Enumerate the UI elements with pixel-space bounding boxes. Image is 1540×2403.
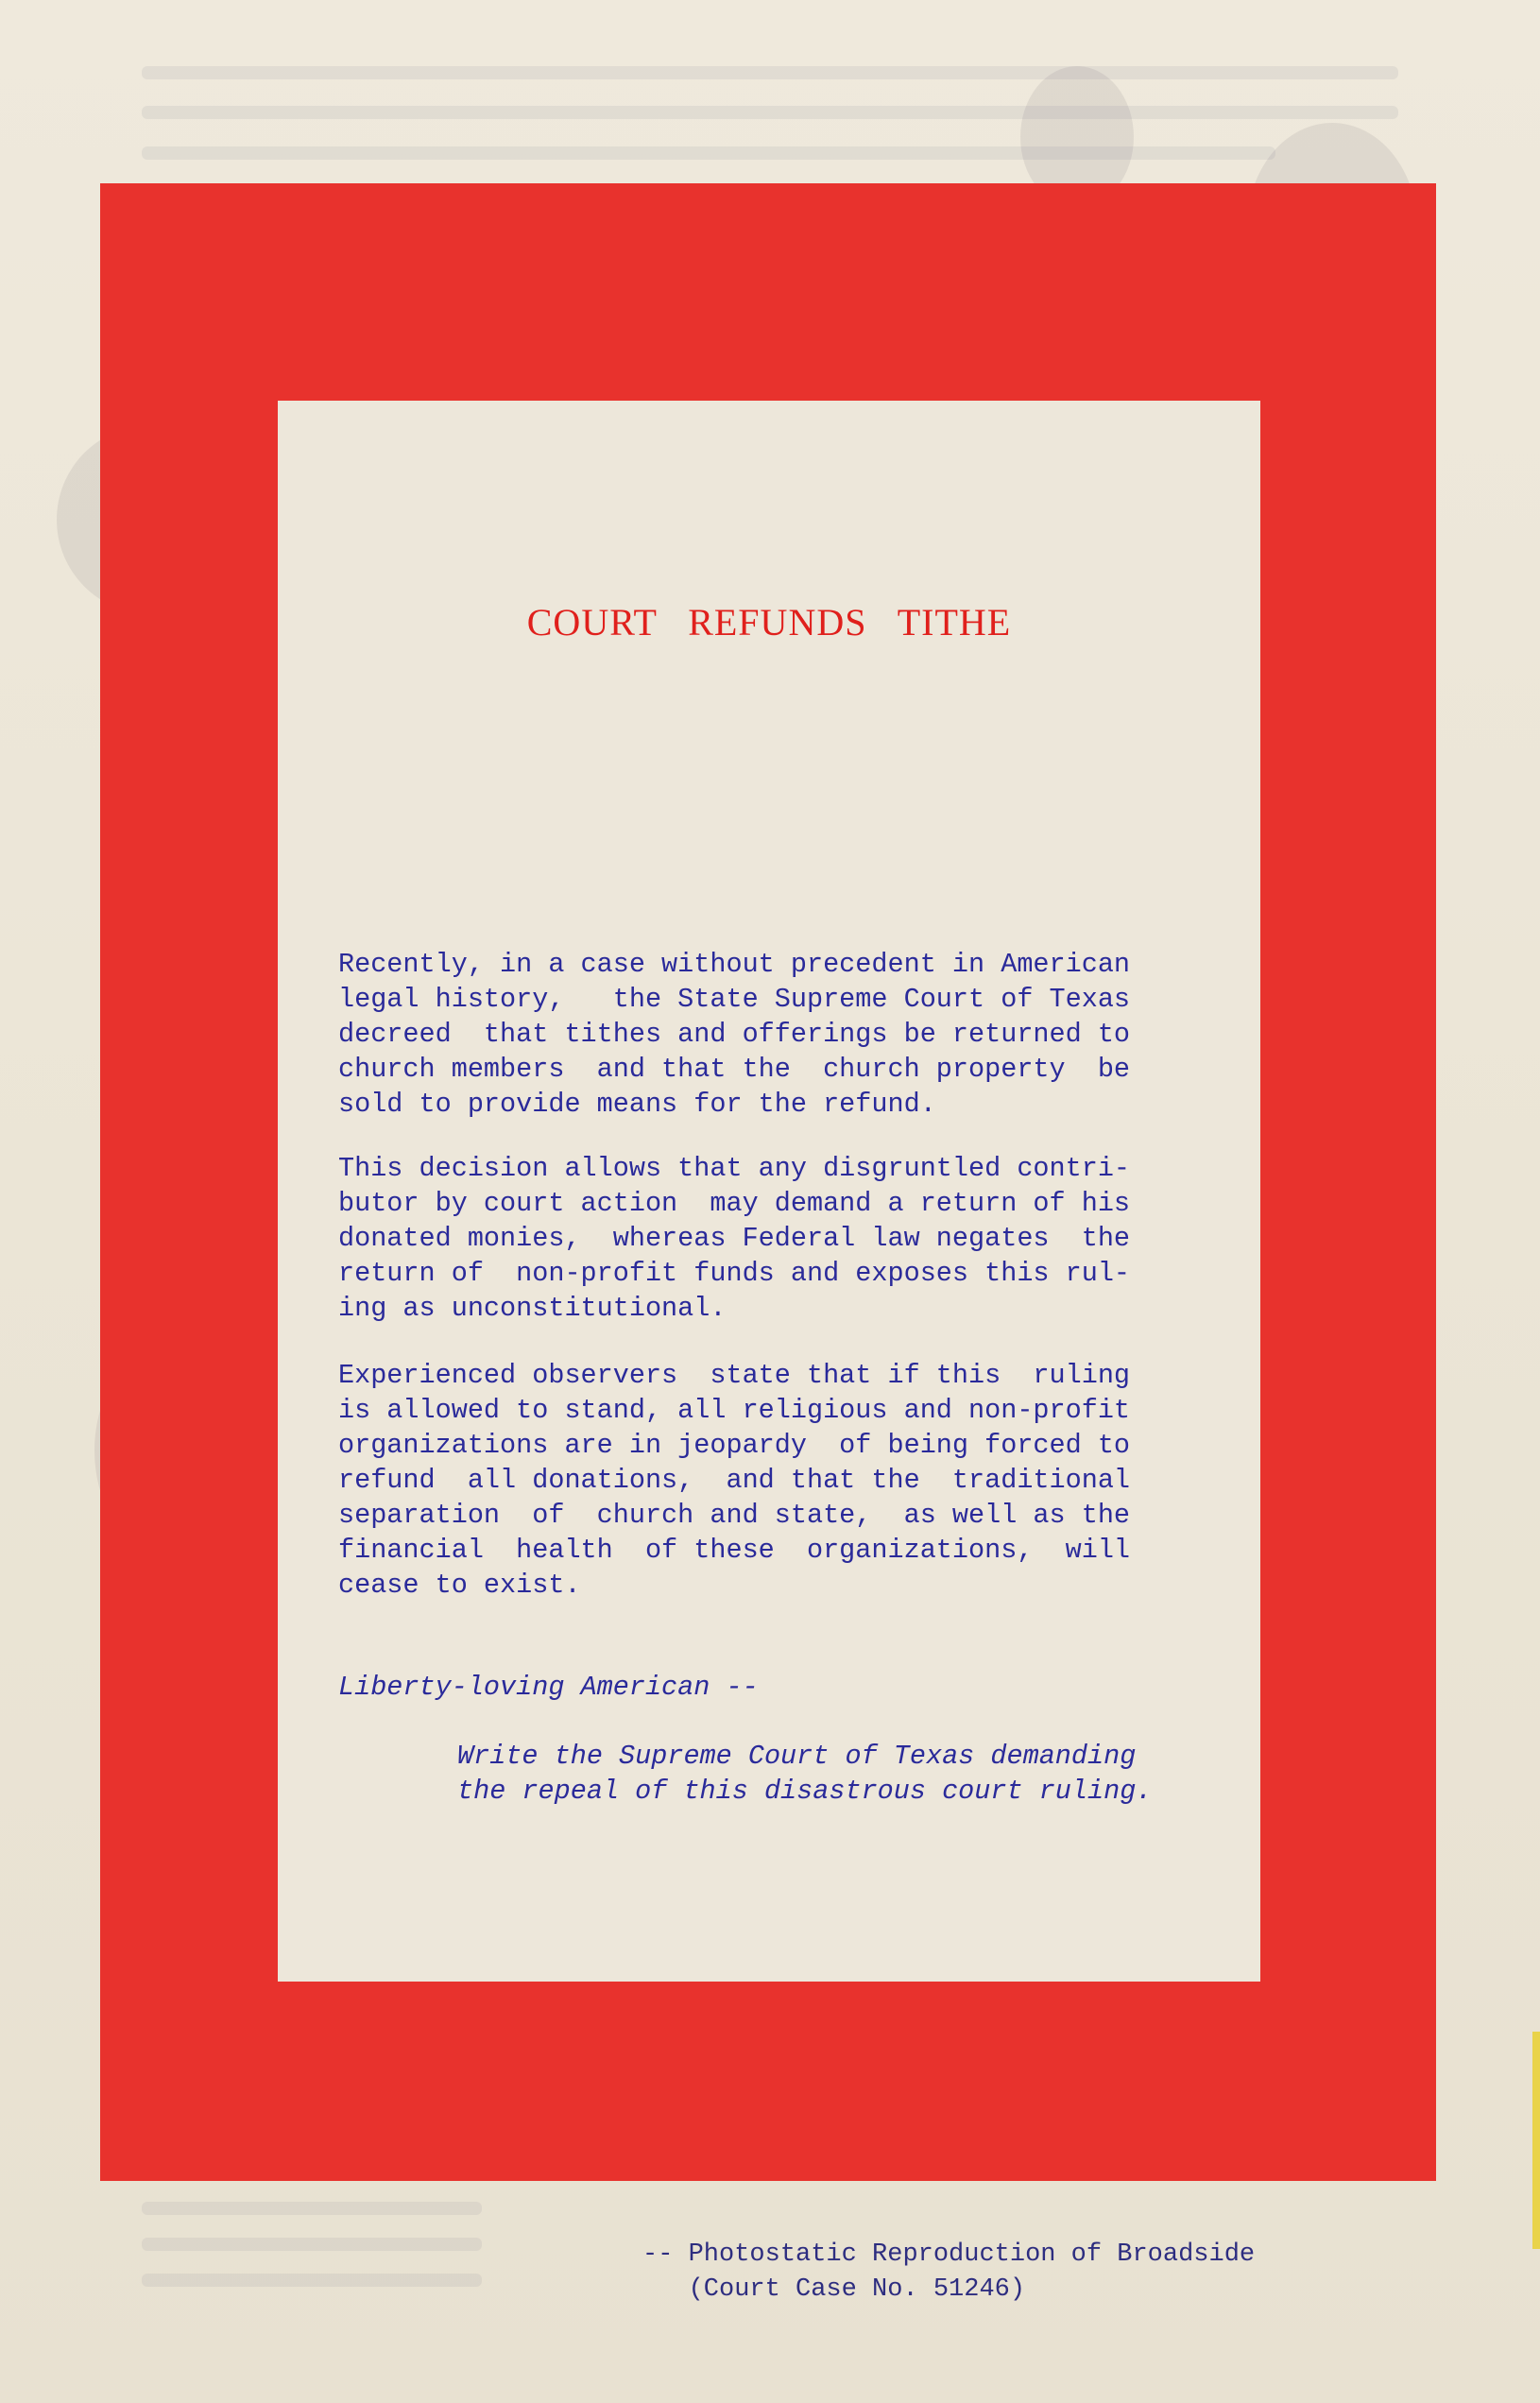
show-through-line bbox=[142, 106, 1398, 119]
call-to-action: Write the Supreme Court of Texas demanding the repeal of this disastrous court ruling. bbox=[457, 1741, 1153, 1807]
headline: COURT REFUNDS TITHE bbox=[526, 601, 1012, 644]
paragraph-decision: This decision allows that any disgruntled contri- butor by court action may demand a return of his donated monies, whereas Federal law negates the return of non-profit funds and exposes this rul- ing as unconstitutional. bbox=[338, 1153, 1131, 1324]
paper-edge-stain bbox=[1532, 2032, 1540, 2249]
salutation: Liberty-loving American -- bbox=[338, 1672, 759, 1703]
paragraph-precedent: Recently, in a case without precedent in American legal history, the State Supreme Court of Texas decreed that tithes and offerings be returned to church members and that the church property be sold to provide means for the refund. bbox=[338, 949, 1131, 1120]
show-through-line bbox=[142, 66, 1398, 79]
show-through-line bbox=[142, 2238, 482, 2251]
show-through-line bbox=[142, 2274, 482, 2287]
reproduction-note: -- Photostatic Reproduction of Broadside (Court Case No. 51246) bbox=[642, 2240, 1256, 2304]
show-through-line bbox=[142, 146, 1275, 160]
show-through-line bbox=[142, 2202, 482, 2215]
paragraph-observers: Experienced observers state that if this ruling is allowed to stand, all religious and non-profit organizations are in jeopardy of being forced to refund all donations, and that the traditional separation of church and state, as well as the financial health of these organizations, will cease to exist. bbox=[338, 1360, 1131, 1601]
